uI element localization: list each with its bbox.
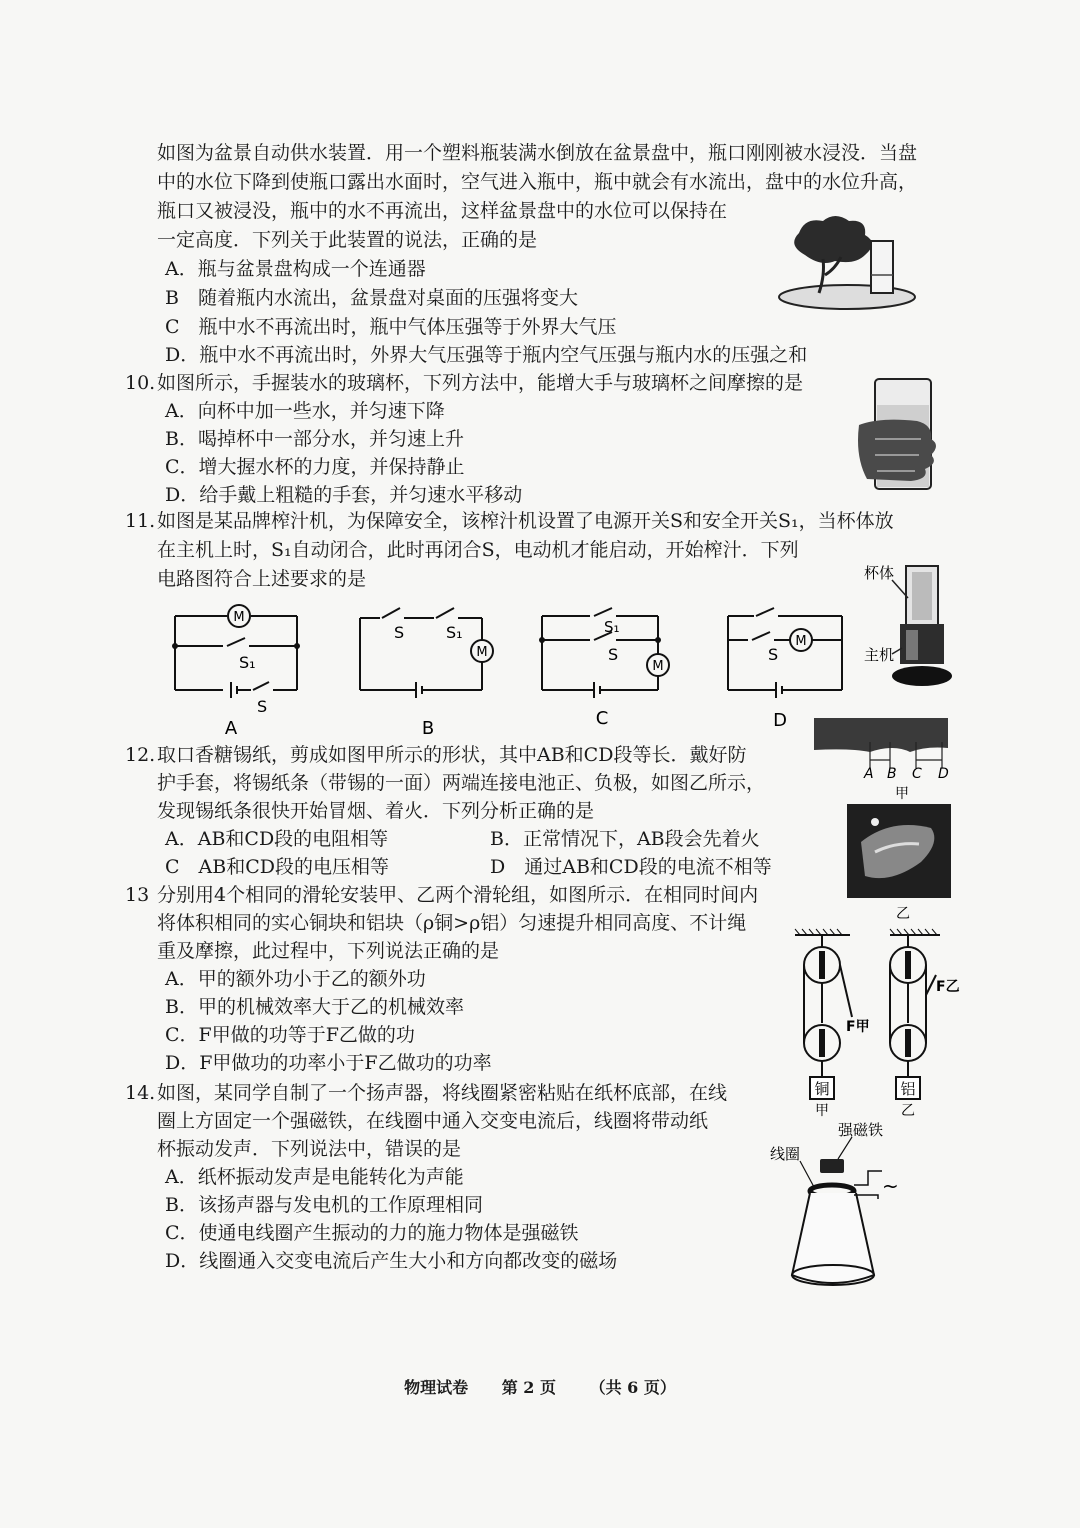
switch-s1-label: S₁ <box>239 653 256 672</box>
hand-glass-figure <box>855 375 945 500</box>
subject-label: 物理试卷 <box>404 1378 469 1397</box>
figure-jia-label: 甲 <box>895 786 909 802</box>
q14-stem-line: 圈上方固定一个强磁铁，在线圈中通入交变电流后，线圈将带动纸 <box>157 1110 709 1132</box>
q14-option-b: B．该扬声器与发电机的工作原理相同 <box>165 1194 483 1216</box>
speaker-figure <box>770 1115 930 1300</box>
q13-stem-line: 分别用4个相同的滑轮安装甲、乙两个滑轮组，如图所示．在相同时间内 <box>157 884 759 906</box>
juicer-figure <box>862 558 957 698</box>
q11-stem-line: 电路图符合上述要求的是 <box>157 568 367 590</box>
q12-stem-line: 发现锡纸条很快开始冒烟、着火．下列分析正确的是 <box>157 800 595 822</box>
switch-s1-label: S₁ <box>604 618 620 636</box>
q9-option-a: A．瓶与盆景盘构成一个连通器 <box>165 258 426 280</box>
q13-option-b: B．甲的机械效率大于乙的机械效率 <box>165 996 464 1018</box>
q9-option-c: C 瓶中水不再流出时，瓶中气体压强等于外界大气压 <box>165 316 617 338</box>
copper-block-label: 铜 <box>814 1080 830 1098</box>
q13-option-d: D．F甲做功的功率小于F乙做功的功率 <box>165 1052 492 1074</box>
switch-s-label: S <box>394 623 405 642</box>
q14-stem-line: 杯振动发声．下列说法中，错误的是 <box>157 1138 462 1160</box>
pulley-figure <box>790 925 960 1120</box>
q10-option-d: D．给手戴上粗糙的手套，并匀速水平移动 <box>165 484 523 506</box>
circuit-a-label: A <box>224 718 238 738</box>
q10-option-a: A．向杯中加一些水，并匀速下降 <box>165 400 445 422</box>
switch-s-label: S <box>768 645 779 664</box>
point-c-label: C <box>912 766 922 782</box>
tin-foil-figure-jia <box>812 712 952 802</box>
q10-number: 10. <box>125 372 156 394</box>
switch-s-label: S <box>608 645 619 664</box>
motor-label: M <box>652 659 664 674</box>
q12-stem-line: 取口香糖锡纸，剪成如图甲所示的形状，其中AB和CD段等长．戴好防 <box>157 744 747 766</box>
page-number: 第 2 页 <box>501 1378 556 1397</box>
q14-option-d: D．线圈通入交变电流后产生大小和方向都改变的磁场 <box>165 1250 618 1272</box>
q13-option-c: C．F甲做的功等于F乙做的功 <box>165 1024 415 1046</box>
motor-label: M <box>476 645 488 660</box>
total-pages: （共 6 页） <box>589 1378 676 1397</box>
magnet-label: 强磁铁 <box>838 1121 884 1139</box>
q13-stem-line: 重及摩擦，此过程中，下列说法正确的是 <box>157 940 500 962</box>
q13-number: 13 <box>125 884 150 906</box>
q11-stem-line: 在主机上时，S₁自动闭合，此时再闭合S，电动机才能启动，开始榨汁．下列 <box>157 539 799 561</box>
q12-stem-line: 护手套，将锡纸条（带锡的一面）两端连接电池正、负极，如图乙所示， <box>157 772 766 794</box>
q9-stem-line: 一定高度．下列关于此装置的说法，正确的是 <box>157 229 538 251</box>
point-d-label: D <box>938 766 949 782</box>
circuit-a <box>165 598 310 738</box>
coil-label: 线圈 <box>770 1145 801 1163</box>
cup-label: 杯体 <box>864 564 895 582</box>
circuit-b <box>350 598 505 738</box>
motor-label: M <box>233 610 245 625</box>
q14-option-a: A．纸杯振动发声是电能转化为声能 <box>165 1166 464 1188</box>
q12-option-a: A．AB和CD段的电阻相等 <box>165 828 389 850</box>
q14-option-c: C．使通电线圈产生振动的力的施力物体是强磁铁 <box>165 1222 579 1244</box>
q10-stem: 如图所示，手握装水的玻璃杯，下列方法中，能增大手与玻璃杯之间摩擦的是 <box>157 372 804 394</box>
q14-number: 14. <box>125 1082 156 1104</box>
force-yi-label: F乙 <box>936 979 960 995</box>
circuit-b-label: B <box>421 718 435 738</box>
figure-yi-label: 乙 <box>896 906 910 922</box>
switch-s-label: S <box>257 697 268 716</box>
tin-foil-figure-yi <box>845 802 955 922</box>
switch-s1-label: S₁ <box>446 623 463 642</box>
circuit-d-label: D <box>773 710 787 731</box>
point-b-label: B <box>887 766 897 782</box>
q9-stem-line: 如图为盆景自动供水装置．用一个塑料瓶装满水倒放在盆景盘中，瓶口刚刚被水浸没．当盘 <box>157 142 918 164</box>
figure-yi-label: 乙 <box>901 1103 915 1119</box>
q11-stem-line: 如图是某品牌榨汁机，为保障安全，该榨汁机设置了电源开关S和安全开关S₁，当杯体放 <box>157 510 894 532</box>
q10-option-b: B．喝掉杯中一部分水，并匀速上升 <box>165 428 464 450</box>
force-jia-label: F甲 <box>846 1019 870 1035</box>
q13-option-a: A．甲的额外功小于乙的额外功 <box>165 968 426 990</box>
ac-symbol: ~ <box>882 1174 899 1198</box>
q9-stem-line: 中的水位下降到使瓶口露出水面时，空气进入瓶中，瓶中就会有水流出，盘中的水位升高， <box>157 171 918 193</box>
q9-option-d: D．瓶中水不再流出时，外界大气压强等于瓶内空气压强与瓶内水的压强之和 <box>165 344 808 366</box>
q12-option-b: B．正常情况下，AB段会先着火 <box>490 828 760 850</box>
point-a-label: A <box>864 766 874 782</box>
q13-stem-line: 将体积相同的实心铜块和铝块（ρ铜>ρ铝）匀速提升相同高度、不计绳 <box>157 912 747 934</box>
circuit-c <box>532 598 682 738</box>
base-label: 主机 <box>864 646 895 664</box>
page-footer <box>0 1375 1080 1398</box>
motor-label: M <box>795 634 807 649</box>
q12-option-d: D 通过AB和CD段的电流不相等 <box>490 856 772 878</box>
circuit-c-label: C <box>595 708 609 729</box>
q12-option-c: C AB和CD段的电压相等 <box>165 856 389 878</box>
figure-jia-label: 甲 <box>815 1103 829 1119</box>
q9-option-b: B 随着瓶内水流出，盆景盘对桌面的压强将变大 <box>165 287 578 309</box>
aluminum-block-label: 铝 <box>900 1080 916 1098</box>
q9-stem-line: 瓶口又被浸没，瓶中的水不再流出，这样盆景盘中的水位可以保持在 <box>157 200 728 222</box>
q12-number: 12. <box>125 744 156 766</box>
q14-stem-line: 如图，某同学自制了一个扬声器，将线圈紧密粘贴在纸杯底部，在线 <box>157 1082 728 1104</box>
bonsai-figure <box>775 215 920 315</box>
q10-option-c: C．增大握水杯的力度，并保持静止 <box>165 456 465 478</box>
q11-number: 11. <box>125 510 156 532</box>
